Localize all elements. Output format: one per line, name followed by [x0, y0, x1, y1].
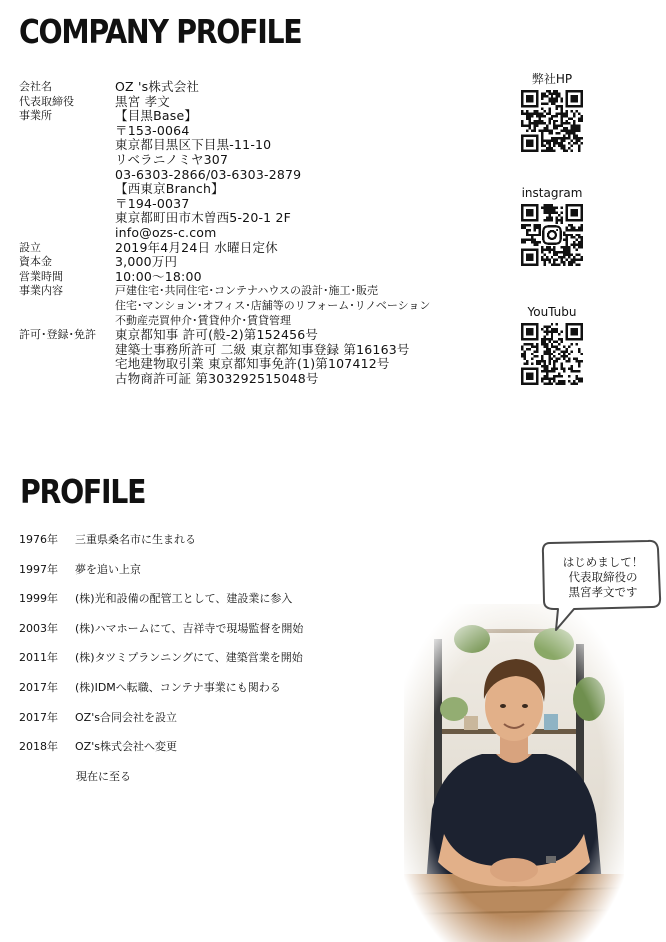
timeline-year: 2011年	[19, 651, 58, 665]
info-label: 資本金	[19, 255, 52, 269]
timeline-year: 1976年	[19, 533, 58, 546]
timeline-row	[19, 649, 303, 679]
timeline-text: OZ's合同会社を設立	[75, 710, 177, 724]
info-label: 代表取締役	[19, 94, 74, 108]
license-line: 東京都知事 許可(般-2)第152456号	[115, 327, 319, 343]
bubble-line: 代表取締役の	[568, 570, 638, 584]
business-line: 戸建住宅･共同住宅･コンテナハウスの設計･施工･販売	[115, 284, 379, 298]
qr-block-hp	[512, 72, 592, 152]
office-line: 〒194-0037	[115, 195, 190, 211]
office-line: 東京都目黒区下目黒-11-10	[115, 137, 272, 153]
office-line: 03-6303-2866/03-6303-2879	[115, 166, 302, 182]
info-label: 会社名	[19, 80, 52, 93]
bubble-line: はじめまして！	[562, 555, 644, 569]
info-label: 営業時間	[19, 269, 63, 283]
info-row-offices	[19, 109, 499, 240]
qr-code-icon[interactable]	[521, 90, 583, 152]
hours-value: 10:00～18:00	[115, 268, 202, 284]
info-row-licenses	[19, 328, 499, 386]
timeline-year: 2003年	[19, 621, 58, 635]
info-label: 設立	[19, 240, 41, 254]
qr-label-hp: 弊社HP	[531, 72, 573, 86]
info-label: 事業内容	[19, 284, 63, 298]
timeline-row	[19, 531, 303, 561]
info-label: 許可･登録･免許	[19, 328, 96, 342]
instagram-logo-icon	[543, 226, 560, 243]
qr-label-instagram: instagram	[521, 186, 583, 200]
bubble-line: 黒宮孝文です	[568, 585, 638, 599]
office-line: リベラニノミヤ307	[115, 151, 229, 167]
office-line: 【目黒Base】	[115, 108, 198, 124]
qr-code-icon[interactable]	[521, 323, 583, 385]
ceo-portrait-photo	[404, 604, 624, 942]
company-profile-heading: COMPANY PROFILE	[19, 12, 302, 51]
license-line: 建築士事務所許可 二級 東京都知事登録 第16163号	[115, 341, 410, 357]
speech-bubble-text	[549, 555, 657, 600]
timeline-text: (株)タツミプランニングにて、建築営業を開始	[75, 651, 303, 665]
office-line: 〒153-0064	[115, 122, 190, 138]
timeline-row	[19, 709, 303, 739]
office-line: 東京都町田市木曽西5-20-1 2F	[115, 210, 292, 226]
timeline-present: 現在に至る	[76, 769, 131, 783]
timeline-year: 1999年	[19, 592, 58, 606]
info-row-hours	[19, 270, 499, 285]
timeline-text: 夢を追い上京	[75, 562, 141, 576]
qr-label-youtube: YouTubu	[527, 305, 577, 319]
timeline-row	[19, 561, 303, 591]
timeline-year: 1997年	[19, 562, 58, 576]
profile-heading: PROFILE	[20, 472, 146, 511]
company-info-table	[19, 80, 499, 386]
qr-block-youtube	[512, 305, 592, 385]
info-row-founded	[19, 241, 499, 256]
timeline-row	[19, 679, 303, 709]
timeline-row	[19, 620, 303, 650]
business-line: 不動産売買仲介･賃貸仲介･賃貸管理	[115, 313, 291, 327]
info-label: 事業所	[19, 109, 52, 123]
timeline-year: 2018年	[19, 740, 58, 754]
timeline-text: 三重県桑名市に生まれる	[75, 533, 196, 546]
instagram-qr-icon[interactable]	[521, 204, 583, 266]
capital-value: 3,000万円	[115, 254, 178, 270]
license-line: 古物商許可証 第303292515048号	[115, 370, 319, 386]
qr-block-instagram	[512, 186, 592, 266]
timeline-text: (株)IDMへ転職、コンテナ事業にも関わる	[75, 680, 281, 694]
timeline-text: (株)ハマホームにて、吉祥寺で現場監督を開始	[75, 621, 304, 635]
business-line: 住宅･マンション･オフィス･店舗等のリフォーム･リノベーション	[115, 298, 431, 312]
timeline-text: OZ's株式会社へ変更	[75, 740, 177, 754]
founded-value: 2019年4月24日 水曜日定休	[115, 239, 278, 255]
career-timeline	[19, 531, 303, 797]
license-line: 宅地建物取引業 東京都知事免許(1)第107412号	[115, 356, 390, 372]
info-row-business	[19, 284, 499, 328]
timeline-row	[19, 590, 303, 620]
timeline-row	[19, 738, 303, 768]
timeline-year: 2017年	[19, 710, 58, 724]
info-row-capital	[19, 255, 499, 270]
company-name-value: OZ 's株式会社	[115, 79, 200, 94]
representative-value: 黒宮 孝文	[115, 93, 170, 109]
timeline-year: 2017年	[19, 680, 58, 694]
office-line: 【西東京Branch】	[115, 181, 224, 197]
info-row-company-name	[19, 80, 499, 95]
info-row-representative	[19, 95, 499, 110]
office-email: info@ozs-c.com	[115, 224, 217, 240]
timeline-text: (株)光和設備の配管工として、建設業に参入	[75, 592, 293, 606]
